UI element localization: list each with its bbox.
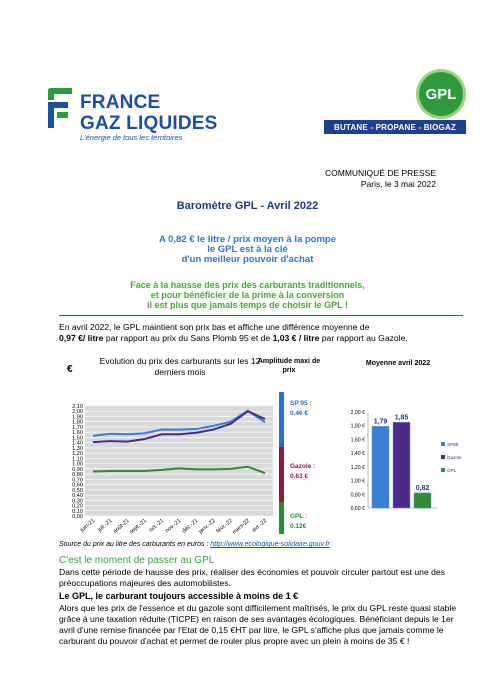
legend-label: SP95 (447, 442, 459, 447)
bar-value-label: 1,79 (373, 418, 388, 426)
section-paragraph-1: Dans cette période de hausse des prix, réaliser des économies et pouvoir circuler partout est une des préoccupations majeures des automobilistes. (59, 567, 445, 588)
amplitude-sp95 (290, 400, 326, 417)
brand-name-line1: FRANCE (80, 92, 161, 113)
section-subtitle: Le GPL, le carburant toujours accessible à moins de 1 € (59, 591, 299, 601)
brand-name-line2: GAZ LIQUIDES (80, 113, 218, 134)
y-tick-label: 2,00 (72, 409, 83, 416)
x-tick-label: mars-22 (231, 517, 252, 536)
y-tick-label: 1,30 (72, 445, 83, 452)
lead-blue-line: d'un meilleur pouvoir d'achat (181, 254, 314, 265)
y-tick-label: 1,00 € (350, 478, 365, 485)
bar-value-label: 1,85 (394, 414, 409, 422)
intro-text: par rapport au prix du Sans Plomb 95 et de (103, 333, 273, 343)
amplitude-gazole-label: Gazole : (290, 463, 316, 470)
france-gaz-liquides-logo-icon (44, 86, 74, 130)
y-tick-label: 2,10 (72, 404, 83, 410)
amplitude-title: Amplitude maxi de prix (257, 358, 321, 374)
amplitude-gpl-value: 0.12€ (290, 523, 307, 530)
lead-green-line: et pour bénéficier de la prime à la conversion (150, 290, 345, 300)
x-tick-label: févr.-22 (215, 517, 234, 535)
y-tick-label: 0,50 (72, 487, 83, 494)
bar-gazole (393, 422, 410, 508)
amplitude-bar (278, 392, 286, 534)
legend-swatch (441, 455, 445, 459)
y-tick-label: 1,70 (72, 424, 83, 431)
lead-blue-line: A 0,82 € le litre / prix moyen à la pompe (158, 234, 337, 245)
amplitude-sp95-label: SP 95 : (290, 400, 312, 407)
lead-blue (0, 235, 495, 265)
y-tick-label: 0,90 (72, 466, 83, 473)
x-tick-label: juin-21 (79, 517, 97, 534)
y-tick-label: 1,20 (72, 451, 83, 458)
y-tick-label: 0,10 (72, 508, 83, 515)
bar-gpl (414, 493, 431, 508)
intro-paragraph (59, 322, 463, 344)
y-tick-label: 0,60 (72, 482, 83, 489)
source-note (59, 541, 330, 548)
y-tick-label: 1,80 € (350, 423, 365, 430)
press-release-date: Paris, le 3 mai 2022 (360, 179, 436, 189)
x-tick-label: oct.-21 (148, 517, 166, 534)
divider (59, 315, 463, 316)
amplitude-gazole (290, 463, 326, 480)
amplitude-gpl-label: GPL : (290, 513, 308, 520)
brand-tagline: L'énergie de tous les territoires (80, 133, 183, 142)
y-tick-label: 1,10 (72, 456, 83, 463)
section-title: C'est le moment de passer au GPL (59, 555, 215, 566)
y-tick-label: 1,90 (72, 414, 83, 421)
lead-green-line: Face à la hausse des prix des carburants traditionnels, (130, 280, 365, 290)
plot-area (85, 406, 273, 516)
section-paragraph-2: Alors que les prix de l'essence et du gazole sont difficilement maîtrisés, le prix du GPL reste quasi stable grâce à une taxation réduite (TICPE) en raison de ses avantages écologiques. Bénéficiant depuis le 1er avril d'une remise financée par l'Etat de 0,15 €HT par litre, le GPL s'affiche plus que jamais comme le carburant du pouvoir d'achat et permet de rouler plus propre avec un plein à moins de 35 € ! (59, 603, 457, 646)
y-tick-label: 0,80 (72, 472, 83, 479)
x-tick-label: août-21 (112, 517, 131, 535)
page-title: Baromètre GPL - Avril 2022 (176, 200, 319, 212)
legend-label: Gazole (447, 455, 462, 460)
x-tick-label: janv.-22 (197, 517, 217, 536)
amplitude-gazole-value: 0.63 € (290, 473, 309, 480)
source-link[interactable]: http://www.ecologique-solidaire.gouv.fr (210, 541, 330, 548)
amplitude-gpl (290, 513, 326, 530)
press-release-label: COMMUNIQUÉ DE PRESSE (325, 168, 436, 178)
x-tick-label: avr.-22 (251, 517, 269, 534)
x-tick-label: déc.-21 (181, 517, 200, 535)
y-tick-label: 2,00 € (350, 410, 365, 416)
x-tick-label: nov.-21 (164, 517, 183, 535)
amplitude-sp95-value: 0.46 € (290, 410, 309, 417)
y-tick-label: 1,60 (72, 430, 83, 437)
y-tick-label: 1,40 € (350, 451, 365, 458)
lead-green-line: il est plus que jamais temps de choisir le GPL ! (147, 300, 348, 310)
legend-label: GPL (447, 468, 457, 473)
y-tick-label: 0,60 € (350, 506, 365, 512)
line-chart-title: Evolution du prix des carburants sur les 12 derniers mois (99, 356, 261, 377)
line-chart (59, 392, 279, 542)
legend-swatch (441, 468, 445, 472)
lead-green (0, 280, 495, 310)
y-tick-label: 0,70 (72, 477, 83, 484)
y-tick-label: 1,20 € (350, 464, 365, 471)
y-tick-label: 1,80 (72, 419, 83, 426)
y-tick-label: 1,60 € (350, 437, 365, 444)
bar-chart-title: Moyenne avril 2022 (365, 360, 431, 367)
y-tick-label: 0,40 (72, 493, 83, 500)
intro-diff-gazole: 1,03 € / litre (272, 333, 320, 343)
y-tick-label: 1,00 (72, 461, 83, 468)
x-tick-label: juil.-21 (97, 517, 114, 534)
lead-blue-line: le GPL est à la clé (207, 244, 288, 255)
fuel-banner: BUTANE - PROPANE - BIOGAZ (324, 120, 466, 134)
y-tick-label: 0,30 (72, 498, 83, 505)
intro-text: En avril 2022, le GPL maintient son prix bas et affiche une différence moyenne de (59, 322, 370, 332)
gpl-badge-logo: GPL (419, 72, 463, 116)
y-tick-label: 0,80 € (350, 492, 365, 499)
y-tick-label: 0,20 (72, 503, 83, 510)
intro-diff-sp95: 0,97 €/ litre (59, 333, 104, 343)
intro-text: par rapport au Gazole. (319, 333, 408, 343)
x-tick-label: sept.-21 (128, 517, 148, 536)
legend-swatch (441, 442, 445, 446)
bar-sp95 (372, 426, 389, 508)
y-tick-label: 1,40 (72, 440, 83, 447)
bar-value-label: 0,82 (415, 484, 430, 492)
y-tick-label: 0,00 (72, 514, 83, 520)
y-tick-label: 1,50 (72, 435, 83, 442)
bar-chart (334, 372, 464, 540)
source-text: Source du prix au litre des carburants en euros : (59, 541, 211, 548)
line-chart-ylabel: € (67, 364, 73, 375)
